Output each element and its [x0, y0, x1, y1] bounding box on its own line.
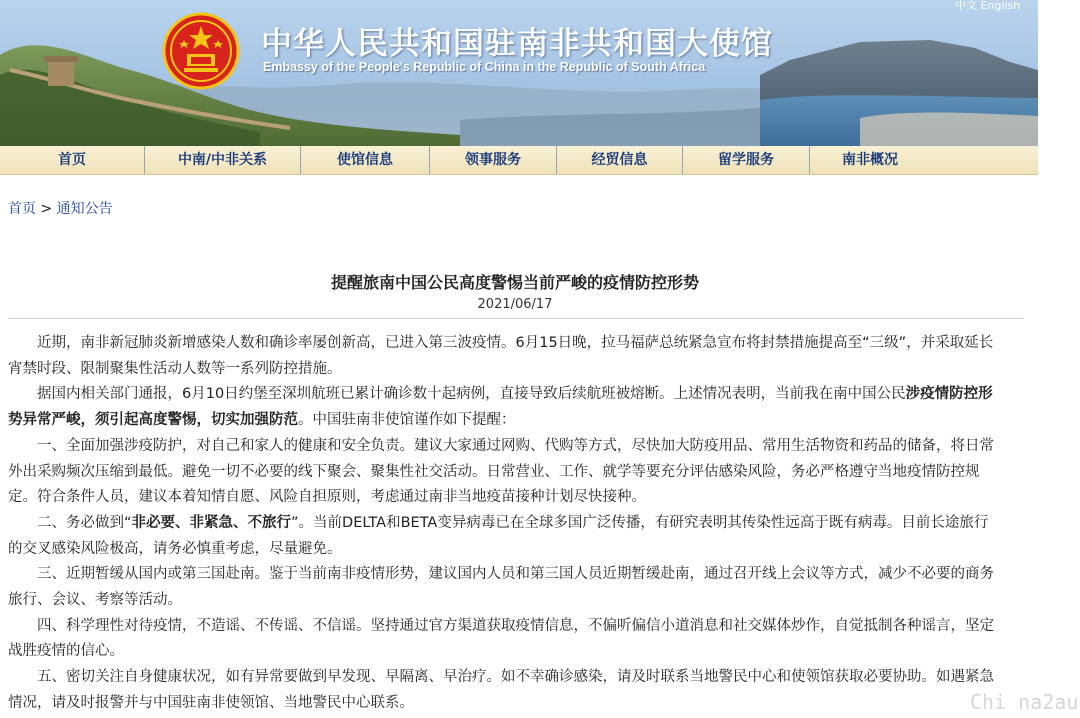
nav-item-study[interactable]: 留学服务 — [683, 146, 810, 174]
site-subtitle: Embassy of the People's Republic of China in the Republic of South Africa — [263, 60, 706, 74]
nav-item-trade[interactable]: 经贸信息 — [557, 146, 683, 174]
watermark: Chi na2au — [970, 690, 1079, 714]
breadcrumb — [8, 198, 113, 218]
language-switcher — [955, 0, 1020, 13]
nav-item-embassy-info[interactable]: 使馆信息 — [301, 146, 430, 174]
nav-item-relations[interactable]: 中南/中非关系 — [145, 146, 301, 174]
national-emblem-icon — [162, 12, 240, 90]
lang-english-link[interactable]: English — [980, 0, 1021, 12]
article-paragraph: 近期，南非新冠肺炎新增感染人数和确诊率屡创新高，已进入第三波疫情。6月15日晚，拉马福萨总统紧急宣布将封禁措施提高至“三级”，并采取延长宵禁时段、限制聚集性活动人数等一系列防控措施。 — [8, 335, 994, 377]
article-paragraph: 三、近期暂缓从国内或第三国赴南。鉴于当前南非疫情形势，建议国内人员和第三国人员近期暂缓赴南，通过召开线上会议等方式，减少不必要的商务旅行、会议、考察等活动。 — [8, 566, 994, 609]
main-nav — [0, 146, 1038, 175]
nav-item-south-africa[interactable]: 南非概况 — [842, 152, 898, 168]
article-paragraph: 据国内相关部门通报，6月10日约堡至深圳航班已累计确诊数十起病例，直接导致后续航班被熔断。上述情况表明，当前我在南中国公民涉疫情防控形势异常严峻，须引起高度警惕，切实加强防范。中国驻南非使馆谨作如下提醒： — [8, 386, 993, 429]
site-banner — [0, 0, 1038, 146]
breadcrumb-notices-link[interactable]: 通知公告 — [56, 201, 113, 217]
breadcrumb-home-link[interactable]: 首页 — [8, 201, 36, 217]
nav-item-consular[interactable]: 领事服务 — [430, 146, 557, 174]
article-title: 提醒旅南中国公民高度警惕当前严峻的疫情防控形势 — [330, 273, 699, 292]
article-paragraph: 二、务必做到“非必要、非紧急、不旅行”。当前DELTA和BETA变异病毒已在全球多国广泛传播，有研究表明其传染性远高于既有病毒。目前长途旅行的交叉感染风险极高，请务必慎重考虑，尽量避免。 — [8, 514, 989, 557]
article-paragraph: 四、科学理性对待疫情，不造谣、不传谣、不信谣。坚持通过官方渠道获取疫情信息，不偏听偏信小道消息和社交媒体炒作，自觉抵制各种谣言，坚定战胜疫情的信心。 — [8, 617, 994, 660]
lang-chinese-link[interactable]: 中文 — [955, 0, 977, 12]
article-date: 2021/06/17 — [477, 297, 553, 312]
nav-item-home[interactable]: 首页 — [0, 146, 145, 174]
site-title: 中华人民共和国驻南非共和国大使馆 — [261, 26, 773, 62]
article-paragraph: 一、全面加强涉疫防护，对自己和家人的健康和安全负责。建议大家通过网购、代购等方式，尽快加大防疫用品、常用生活物资和药品的储备，将日常外出采购频次压缩到最低。避免一切不必要的线下聚会、聚集性社交活动。日常营业、工作、就学等要充分评估感染风险，务必严格遵守当地疫情防控规定。符合条件人员，建议本着知情自愿、风险自担原则，考虑通过南非当地疫苗接种计划尽快接种。 — [8, 437, 994, 506]
breadcrumb-separator: > — [40, 201, 53, 217]
article-body — [8, 331, 994, 717]
title-divider — [8, 318, 1024, 319]
article-paragraph: 五、密切关注自身健康状况，如有异常要做到早发现、早隔离、早治疗。如不幸确诊感染，请及时联系当地警民中心和使领馆获取必要协助。如遇紧急情况，请及时报警并与中国驻南非使领馆、当地警民中心联系。 — [8, 669, 994, 711]
